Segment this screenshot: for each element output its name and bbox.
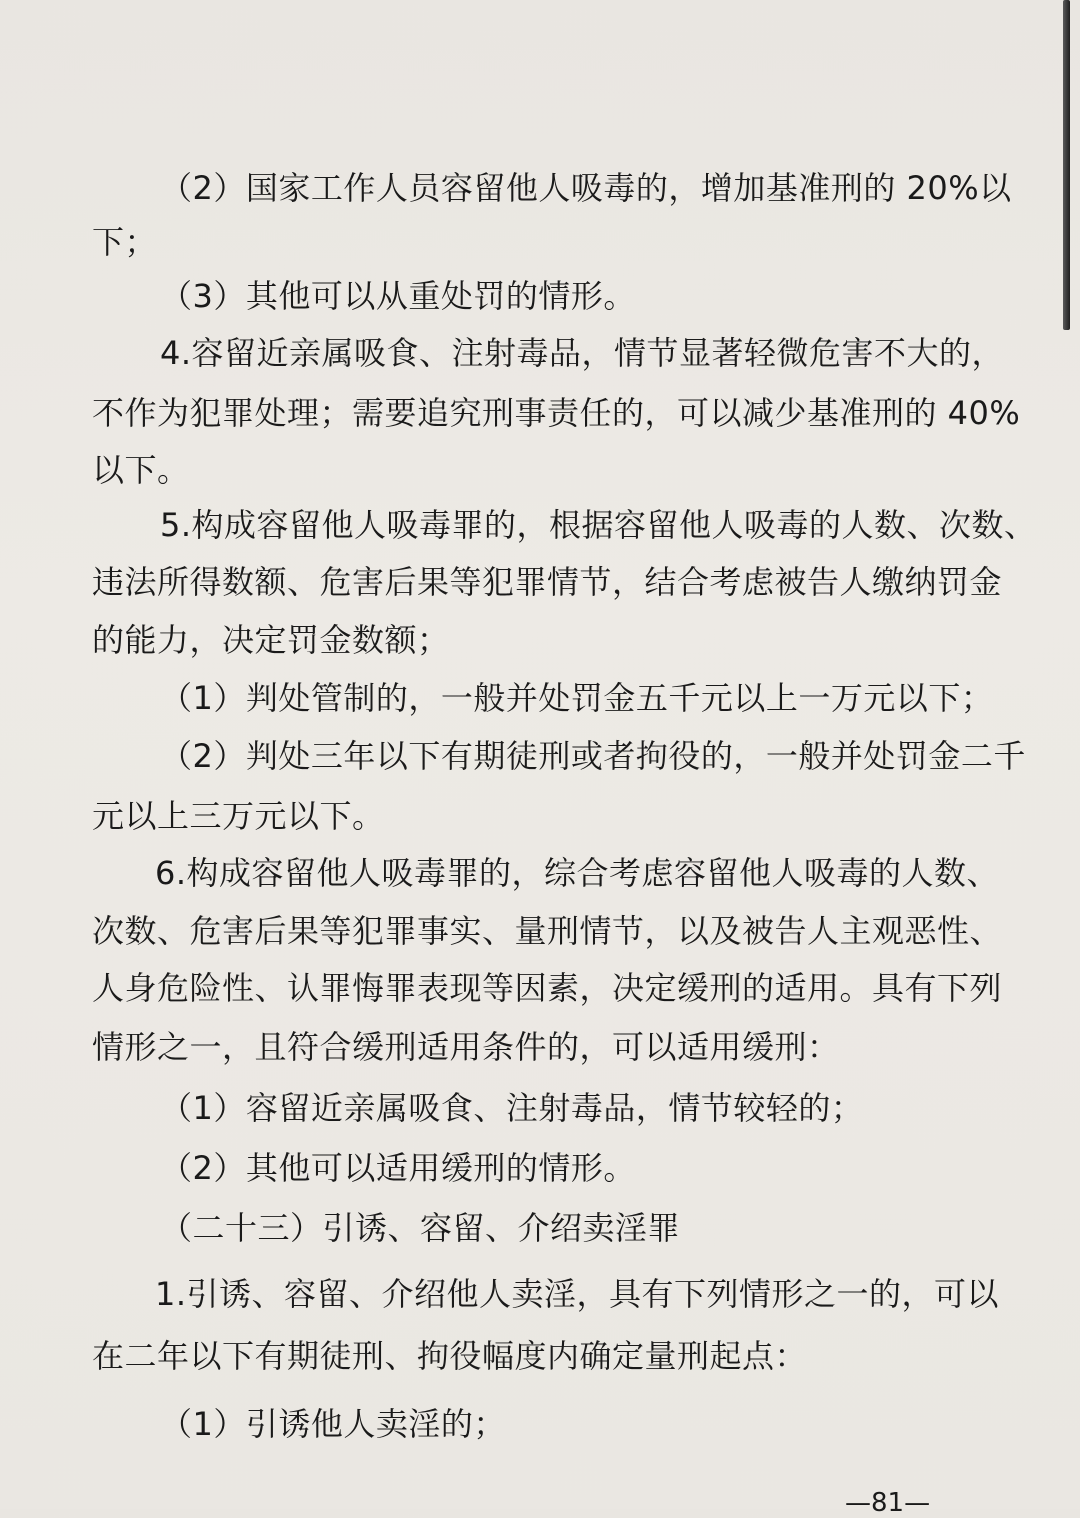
text-line: 4.容留近亲属吸食、注射毒品，情节显著轻微危害不大的， (160, 334, 1005, 372)
text-line: 1.引诱、容留、介绍他人卖淫，具有下列情形之一的，可以 (155, 1275, 1000, 1313)
book-spine-shadow (1063, 0, 1070, 330)
page-number: —81— (845, 1488, 931, 1518)
text-line: 次数、危害后果等犯罪事实、量刑情节，以及被告人主观恶性、 (92, 912, 1003, 950)
text-line: （3）其他可以从重处罚的情形。 (160, 277, 636, 315)
text-line: 元以上三万元以下。 (92, 797, 385, 835)
text-line: 下； (92, 223, 158, 261)
text-line: 不作为犯罪处理；需要追究刑事责任的，可以减少基准刑的 40% (92, 394, 1021, 432)
text-line: 违法所得数额、危害后果等犯罪情节，结合考虑被告人缴纳罚金 (92, 563, 1003, 601)
text-line: 情形之一，且符合缓刑适用条件的，可以适用缓刑： (92, 1028, 840, 1066)
text-line: 以下。 (92, 451, 190, 489)
text-line: （1）容留近亲属吸食、注射毒品，情节较轻的； (160, 1089, 864, 1127)
text-line: 6.构成容留他人吸毒罪的，综合考虑容留他人吸毒的人数、 (155, 854, 1000, 892)
text-line: 人身危险性、认罪悔罪表现等因素，决定缓刑的适用。具有下列 (92, 969, 1003, 1007)
text-line: （2）判处三年以下有期徒刑或者拘役的，一般并处罚金二千 (160, 737, 1026, 775)
text-line: （2）国家工作人员容留他人吸毒的，增加基准刑的 20%以 (160, 169, 1012, 207)
text-line: （2）其他可以适用缓刑的情形。 (160, 1149, 636, 1187)
text-line: 5.构成容留他人吸毒罪的，根据容留他人吸毒的人数、次数、 (160, 506, 1037, 544)
text-line: 在二年以下有期徒刑、拘役幅度内确定量刑起点： (92, 1337, 808, 1375)
text-line: （1）判处管制的，一般并处罚金五千元以上一万元以下； (160, 679, 994, 717)
text-line: （1）引诱他人卖淫的； (160, 1405, 506, 1443)
text-line: 的能力，决定罚金数额； (92, 621, 450, 659)
section-heading: （二十三）引诱、容留、介绍卖淫罪 (160, 1209, 681, 1247)
